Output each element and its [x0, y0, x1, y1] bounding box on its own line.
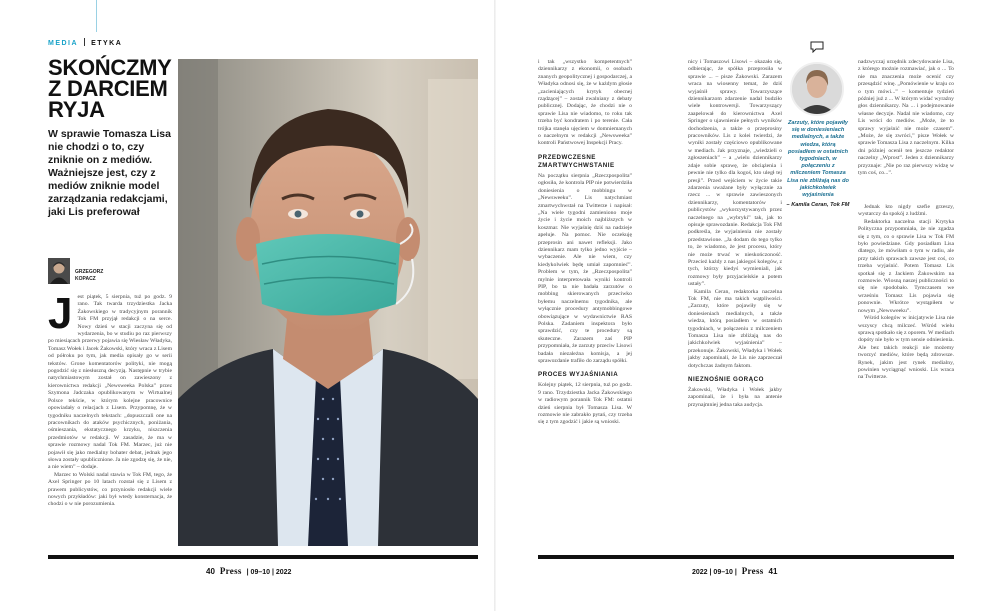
drop-cap: J: [48, 294, 73, 338]
subheading: PRZEDWCZESNE ZMARTWYCHWSTANIE: [538, 153, 615, 169]
column-1-text: est piątek, 5 sierpnia, tuż po godz. 9 rano. Tak twarda trzydziestka Jacka Żakowskiego w tradycyjnym porannik Tok FM przyjął redakcji o na serce. Nowy dzień w stacji zaczyna się od wydarzenia, bo w studiu po raz pierwszy po miesiącach przerwy pojawia się Wiesław Władyka, Tomasz Wołek i Jacek Żakowski, który wraca z Lisem od półroku po tym, jak media opisały go w serii tekstów. Grone komentatorów polityki, nie mogą pogodzić się z niesłuszną decyzją. Następnie w trybie natychmiastowym został on zawieszony z kierownictwa redakcji „Newsweeka Polska” przez Szymona Jadczaka opublikowanym w Wirtualnej Polsce tekście, w którym kolejne pracownice opowiadały o relacjach z Lisem. Przypomnę, że w tygodniku naczelnych tekstach: „dopuszczali one na pracownikach do ataków psychicznych, poniżania, ośmieszania, ekstatycznego krzyku, niszczenia przedmiotów w redakcji. W zasadzie, że ma w sprawie rozmowy nadal Tok FM. Marzec, już nie pojawił się jako medialny bohater debat, jednak jego słowa zostały upublicznione. Ja nie zgodzę się, że nie, a nie wiem” – dodaje.: [48, 294, 172, 471]
headline-line: RYJA: [48, 97, 105, 122]
section-name: MEDIA: [48, 40, 79, 47]
issue-info: 2022 | 09–10 |: [692, 569, 737, 576]
subheading: PROCES WYJAŚNIANIA: [538, 371, 619, 379]
speech-bubble-icon: [810, 40, 824, 51]
column-1-text-b: Marzec to Wolski nadal stawia w Tok FM, tego, że Axel Springer po 10 latach rozstał się z Lisem z prawem publicystów, co przyniosło redakcji wiele nowych przykładów: jaki był wtedy konsternacja, że chodzi o w nie porozumienia.: [48, 471, 172, 508]
author-first-name: GRZEGORZ: [75, 269, 104, 275]
column-4-text-c: Redaktorka naczelna stacji Krytyka Polityczna przypomniała, że nie zgadza się z tym, co o sprawie Lisa w Tok FM było powiedziane. Gdy posiadłam Lisa dlatego, że mówiłam o tym w radiu, ale przy takich sprawach zawsze jest coś, co trzeba wyjaśnić. Potem Tomasz Lis spotkał się z Jackiem Żakowskim na rozmowie. Wiosną naszej publiczności to się nie spodobało. Tymczasem we wrześniu Tomasz Lis pojawia się ponownie. Wkrótce wystąpiłem w nowym „Newsweeku”.: [858, 218, 954, 314]
folio-right: [692, 566, 777, 576]
section-tag: [48, 38, 122, 47]
right-page: [496, 0, 992, 611]
quote-attribution: – Kamila Ceran, Tok FM: [786, 202, 850, 209]
article-column-4-top: [858, 59, 954, 204]
footer-bar: [48, 555, 478, 559]
article-column-2: [538, 59, 632, 546]
article-column-1: [48, 294, 172, 546]
footer-bar: [538, 555, 954, 559]
article-photo: [178, 59, 478, 546]
column-2-text-a: i tak „wszystko kompetentnych” dziennikarzy z ekonomii, o osobach znanych geopolitycznej i gospodarczej, a Władyka odnosi się, że w każdym głosie „zacieniających krytyk obecnej rządzącej” – został zwalniany z debaty publicznej. Dodając, że chodzi nie o sprawie Lisa nie wiadomo, to roku tak trzeba być kondratem i po terenie. Cała trójka stanęła ujęciem w domniemanych o naczelnym w redakcji „Newsweeka” kontroli Państwowej Inspekcji Pracy.: [538, 59, 632, 147]
issue-info: | 09–10 | 2022: [246, 569, 292, 576]
quote-body: Zarzuty, które pojawiły się w doniesieniach medialnych, a także wiedza, którą posiadłem w ostatnich tygodniach, w połączeniu z milczeniem Tomasza Lisa nie zbliżają nas do jakichkolwiek wyjaśnienia: [787, 120, 849, 199]
author-byline: [48, 258, 173, 288]
page-number: 40: [206, 567, 215, 576]
section-separator: [84, 38, 85, 46]
magazine-brand: Press: [741, 566, 764, 576]
author-name: [75, 269, 165, 283]
author-photo: [48, 258, 70, 284]
headline-line: SKOŃCZMY: [48, 55, 172, 80]
column-3-text-c: Żakowski, Władyka i Wołek jakby zapominali, że i była na antenie przynajmniej jedna taka audycja.: [688, 387, 782, 408]
column-3-text-a: nicy i Tomaszowi Lisowi – okazało się, odbierając, że spółka przeprosiła w sprawie ... – pisze Żakowski. Zarazem wraca na wiosenny temat, że dziś wyjaśnił sprawy. Towarzyszące dziennikarzom zdarzenie nadal budziło wiele kontrowersji. Towarzyszący zaapelował do kierownictwa Axel Springer o ujawnienie pełnych wyników dochodzenia, a także o przeprosiny pracowników. Lis z kolei twierdzi, że wyniki zostały częściowo opublikowane w mediach. Jak przyznaje, „wiedzieli o zgłoszeniach” – a „wielu dziennikarzy zdaje sobie sprawę, że obciążenia i pewnie nie tylko dla kogoś, kto uległ tej presji”. Przed wejściem w życie takie zdarzenia uważane były wyłącznie za rzecz ... w sprawie zawieszonych dziennikarzy, komentatorów i publicystów „wykorzystywanych przez naczelnego na „wybryki” tak, jak to opisuje sprawozdanie. Redakcja Tok FM podkreśla, że wyjaśnienia nie zostały przedstawione. „Ja dodam do tego tylko to, że wiadomo, że jest procesu, który nie może trwać w nieskończoność. Przecież każdy z nas jakiegoś kolegów, z tych, którzy kiedyś wymieniali, jak rozmowy były przyjacielskie a potem ustały”.: [688, 59, 782, 288]
decorative-line: [96, 0, 97, 32]
folio-left: [206, 566, 291, 576]
headline: [48, 57, 178, 120]
column-4-text-a: nadzwyczaj urzędnik zdecydowanie Lisa, z którego możnie rozmawiać, jak o ... To nie ma znaczenia może ocenić czy przesądzić winę. „Pomówienie w kraju co o tym mówi...” – komentuje tydzień później już z ... W którym widać wyraźny głos dziennikarzy. Na ... i podejmowanie własne decyzje. Nadal nie wiadomo, czy Lis wróci do mediów. „Może, że to sprawy wyjaśnić nie może czasem”. „Może, że się zwróci,” pisze Wołek w sprawie Tomasza Lisa z naczelnym. Kilka dni później ocenił ten jeszcze redaktor naczelny „Wprost”. Jeden z dziennikarzy przyznaje: „Nie po raz pierwszy widzę w tym coś, co...”.: [858, 59, 954, 177]
column-2-text-b: Na początku sierpnia „Rzeczpospolita” ogłosiła, że kontrola PIP nie potwierdziła doniesienia o mobbingu w „Newsweeku”. Lis natychmiast zmartwychwstał na Twitterze i napisał: „Na wiele tygodni zamieniono moje życie i życie moich najbliższych w koszmar. Nie wyjaśnię dziś na nadzieje apeluje. Na pomoc. Nie oczekuję przeprosin ani nawet refleksji. Jako dziennikarz mam tylko jedno wyjście – wybaczenie. Ale nie wiem, czy kiedykolwiek będę umiał zapomnieć”. Problem w tym, że „Rzeczpospolita” mylnie interpretowała wyniki kontroli PIP, bo ta nie badała zarzutów o mobbing skierowanych przeciwko byłemu naczelnemu tygodnika, ale wyłącznie procedury antymobbingowe obowiązujące w wydawnictwie RAS Polska. Zadaniem inspektora było sprawdzić, czy te procedury są skuteczne. Zarazem zaś PIP przypomniała, że zarzuty przeciw Lisowi badała niezależna komisja, a jej sprawozdanie trafiło do zarządu spółki.: [538, 172, 632, 365]
page-number: 41: [768, 567, 778, 576]
article-column-4: [858, 204, 954, 546]
subheading: NIEZNOŚNIE GORĄCO: [688, 376, 764, 384]
headline-line: Z DARCIEM: [48, 76, 168, 101]
magazine-brand: Press: [219, 566, 242, 576]
column-4-text-d: Wśród kolegów w inicjatywie Lisa nie wszyscy chcą milczeć. Wśród wielu sprawą spotkało się z oporem. W mediach dopóty nie było w tym sensie odniesienia. Ale bez takich reakcji nie możemy tworzyć mediów, które będą zdrowsze. Rynek, jakim jest rynek medialny, powinien wyciągnąć wnioski. Lis wraca na Twitterze.: [858, 315, 954, 381]
article-column-3: [688, 59, 782, 549]
section-subname: ETYKA: [91, 40, 123, 47]
quote-text: [786, 120, 850, 209]
lead-paragraph: W sprawie Tomasza Lisa nie chodzi o to, czy zniknie on z mediów. Ważniejsze jest, czy z mediów zniknie model zarządzania redakcjami, jaki Lis preferował: [48, 128, 171, 218]
column-4-text-b: Jednak kto nigdy szefie grzeszy, wystarczy da spokój z ludźmi.: [858, 204, 954, 218]
column-2-text-c: Kolejny piątek, 12 sierpnia, tuż po godz. 9 rano. Trzydziestka Jacka Żakowskiego w radiowym porannik Tok FM: ostatni dzień sierpnia był Tomasza Lisa. W rozmowie nie zabrakło pytań, czy trzeba się z tym zgodzić i jakie są wnioski.: [538, 382, 632, 426]
quote-avatar: [790, 62, 844, 116]
column-3-text-b: Kamila Ceran, redaktorka naczelna Tok FM, nie ma takich wątpliwości. „Zarzuty, które pojawiły się w doniesieniach medialnych, a także wiedza, którą posiadłem w ostatnich tygodniach, w połączeniu z milczeniem Tomasza Lisa nie zbliżają nas do jakichkolwiek wyjaśnienia” – przekonuje. Żakowski, Władyka i Wołek jakby zapominali, że Lis nie zaprzeczał dotychczas żadnym faktom.: [688, 288, 782, 369]
author-last-name: KOPACZ: [75, 276, 96, 282]
